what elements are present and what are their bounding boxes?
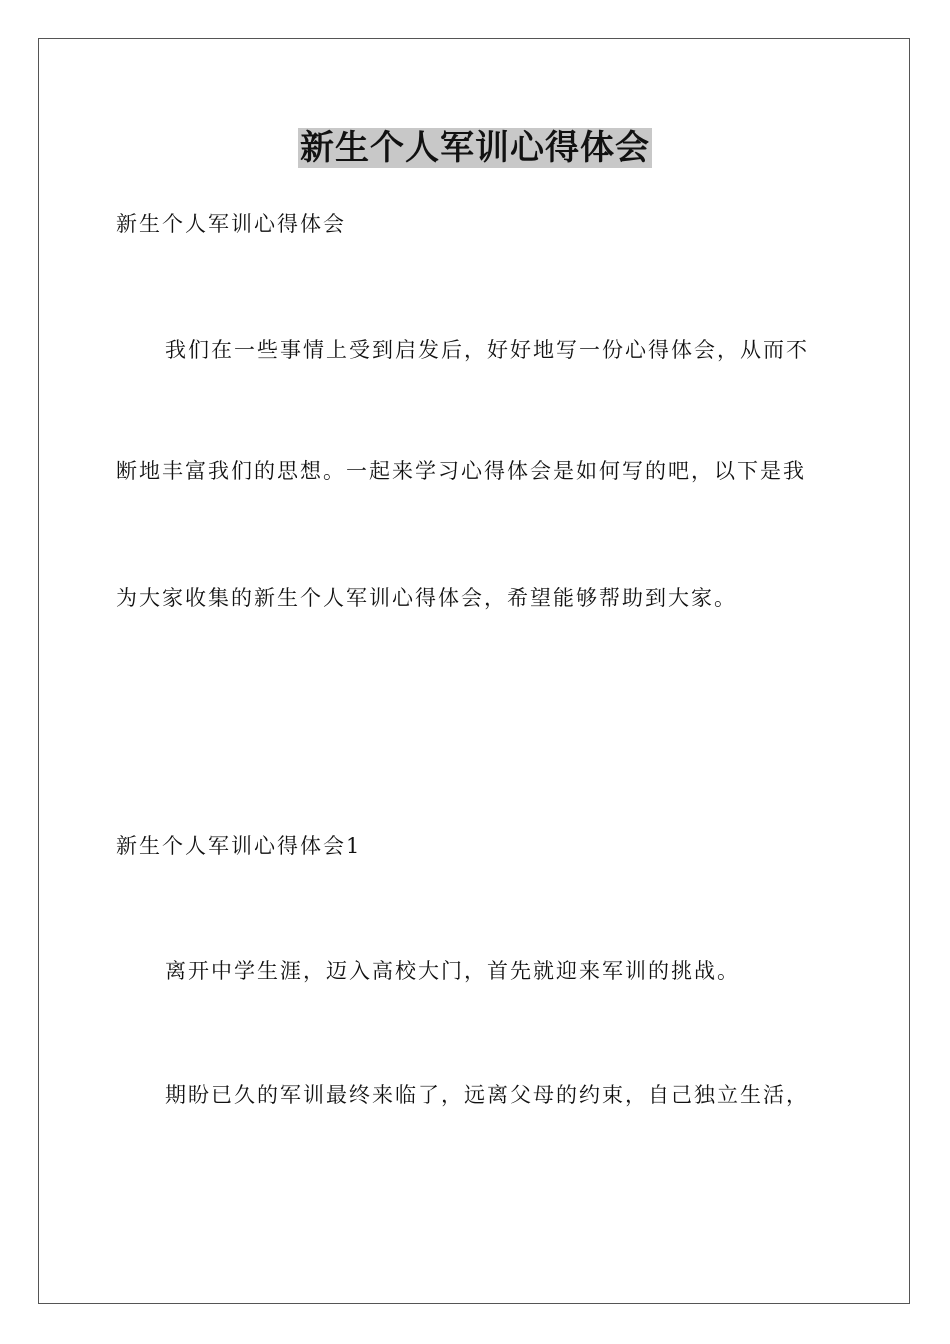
document-title — [0, 123, 950, 173]
document-title-text: 新生个人军训心得体会 — [300, 128, 650, 168]
document-subtitle: 新生个人军训心得体会 — [116, 212, 346, 236]
intro-line-2: 断地丰富我们的思想。一起来学习心得体会是如何写的吧，以下是我 — [116, 459, 806, 483]
intro-line-1: 我们在一些事情上受到启发后，好好地写一份心得体会，从而不 — [165, 338, 809, 362]
paragraph-2: 期盼已久的军训最终来临了，远离父母的约束，自己独立生活， — [165, 1083, 809, 1107]
intro-line-3: 为大家收集的新生个人军训心得体会，希望能够帮助到大家。 — [116, 586, 737, 610]
paragraph-1: 离开中学生涯，迈入高校大门，首先就迎来军训的挑战。 — [165, 959, 740, 983]
section-heading: 新生个人军训心得体会1 — [116, 834, 362, 858]
